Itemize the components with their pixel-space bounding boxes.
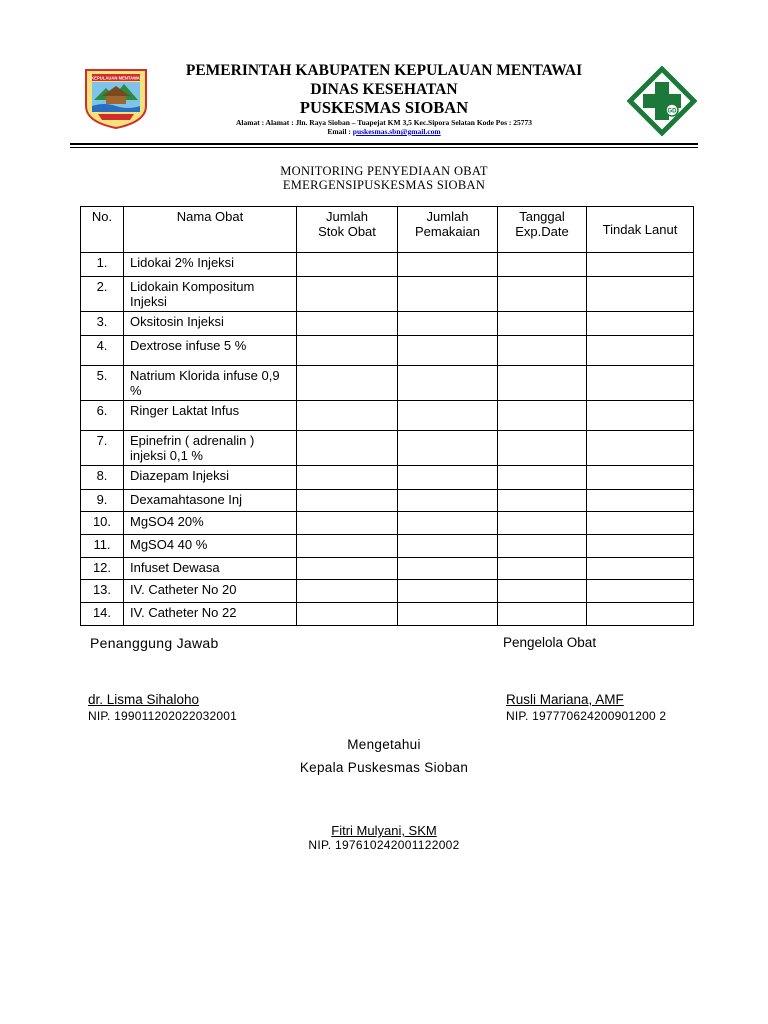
table-row <box>81 512 694 535</box>
signatory-right-name: Rusli Mariana, AMF <box>506 692 624 707</box>
row-nama-obat: Lidokai 2% Injeksi <box>124 253 297 277</box>
row-tanggal-exp <box>498 277 587 312</box>
signatory-left-name: dr. Lisma Sihaloho <box>88 692 200 707</box>
document-title: MONITORING PENYEDIAAN OBAT <box>280 164 488 178</box>
row-no: 5. <box>81 366 124 401</box>
table-row <box>81 490 694 512</box>
row-jumlah-pemakaian <box>398 512 498 535</box>
row-nama-obat: Dextrose infuse 5 % <box>124 336 297 366</box>
row-jumlah-pemakaian <box>398 366 498 401</box>
email-label: Email : <box>327 127 353 136</box>
table-row <box>81 253 694 277</box>
row-tindak-lanjut <box>587 336 694 366</box>
row-jumlah-pemakaian <box>398 535 498 558</box>
row-tanggal-exp <box>498 336 587 366</box>
row-no: 1. <box>81 253 124 277</box>
signatory-left-nip: NIP. 199011202022032001 <box>88 709 237 723</box>
signatory-right-nip: NIP. 197770624200901200 2 <box>506 709 667 723</box>
row-tanggal-exp <box>498 603 587 626</box>
row-jumlah-pemakaian <box>398 312 498 336</box>
svg-text:GD: GD <box>667 108 677 115</box>
row-nama-obat: Natrium Klorida infuse 0,9 % <box>124 366 297 401</box>
row-jumlah-stok <box>297 466 398 490</box>
letterhead-address: Alamat : Alamat : Jln. Raya Sioban – Tuapejat KM 3,5 Kec.Sipora Selatan Kode Pos : 25773 <box>235 118 533 127</box>
table-row <box>81 366 694 401</box>
head-nip: NIP. 197610242001122002 <box>308 838 460 852</box>
table-row <box>81 535 694 558</box>
row-nama-obat: IV. Catheter No 22 <box>124 603 297 626</box>
logo-caption: KEPULAUAN MENTAWAI <box>91 75 141 81</box>
row-jumlah-stok <box>297 431 398 466</box>
row-tindak-lanjut <box>587 512 694 535</box>
table-row <box>81 312 694 336</box>
row-jumlah-stok <box>297 580 398 603</box>
row-no: 9. <box>81 490 124 512</box>
row-nama-obat: Diazepam Injeksi <box>124 466 297 490</box>
row-jumlah-stok <box>297 277 398 312</box>
row-tindak-lanjut <box>587 253 694 277</box>
row-jumlah-pemakaian <box>398 277 498 312</box>
row-nama-obat: MgSO4 20% <box>124 512 297 535</box>
row-tindak-lanjut <box>587 312 694 336</box>
row-jumlah-stok <box>297 336 398 366</box>
row-no: 13. <box>81 580 124 603</box>
row-tanggal-exp <box>498 512 587 535</box>
row-tanggal-exp <box>498 312 587 336</box>
header-jumlah-stok <box>297 207 398 253</box>
row-jumlah-stok <box>297 253 398 277</box>
row-no: 10. <box>81 512 124 535</box>
header-pakai-line2: Pemakaian <box>414 224 481 239</box>
row-nama-obat: Epinefrin ( adrenalin ) injeksi 0,1 % <box>124 431 297 466</box>
row-no: 12. <box>81 558 124 580</box>
row-tindak-lanjut <box>587 490 694 512</box>
row-jumlah-pemakaian <box>398 466 498 490</box>
header-jumlah-pemakaian <box>398 207 498 253</box>
header-pakai-line1: Jumlah <box>426 209 469 224</box>
letterhead-email-line <box>100 127 668 136</box>
signatory-right-role: Pengelola Obat <box>503 635 597 650</box>
header-no: No. <box>81 207 124 253</box>
row-jumlah-stok <box>297 490 398 512</box>
row-tanggal-exp <box>498 401 587 431</box>
table-row <box>81 466 694 490</box>
row-jumlah-pemakaian <box>398 580 498 603</box>
letterhead-divider <box>70 143 698 145</box>
email-link[interactable]: puskesmas.sbn@gmail.com <box>352 127 441 136</box>
header-stok-line1: Jumlah <box>326 209 368 224</box>
row-nama-obat: Dexamahtasone Inj <box>124 490 297 512</box>
row-tindak-lanjut <box>587 580 694 603</box>
medicine-monitoring-table <box>80 206 694 626</box>
header-tindak-lanjut: Tindak Lanut <box>587 207 694 253</box>
row-tanggal-exp <box>498 366 587 401</box>
row-jumlah-stok <box>297 366 398 401</box>
header-exp-line1: Tanggal <box>519 209 565 224</box>
table-row <box>81 558 694 580</box>
row-tindak-lanjut <box>587 277 694 312</box>
row-jumlah-stok <box>297 558 398 580</box>
head-name: Fitri Mulyani, SKM <box>331 823 437 838</box>
row-no: 8. <box>81 466 124 490</box>
row-tanggal-exp <box>498 490 587 512</box>
row-no: 7. <box>81 431 124 466</box>
row-jumlah-pemakaian <box>398 558 498 580</box>
row-nama-obat: Ringer Laktat Infus <box>124 401 297 431</box>
row-jumlah-pemakaian <box>398 253 498 277</box>
row-nama-obat: Oksitosin Injeksi <box>124 312 297 336</box>
header-tanggal-exp <box>498 207 587 253</box>
row-tindak-lanjut <box>587 366 694 401</box>
letterhead-institution: PUSKESMAS SIOBAN <box>299 98 469 117</box>
row-tanggal-exp <box>498 580 587 603</box>
row-jumlah-stok <box>297 512 398 535</box>
row-nama-obat: Lidokain Kompositum Injeksi <box>124 277 297 312</box>
row-jumlah-stok <box>297 312 398 336</box>
row-jumlah-pemakaian <box>398 431 498 466</box>
row-tindak-lanjut <box>587 431 694 466</box>
row-jumlah-stok <box>297 401 398 431</box>
row-tanggal-exp <box>498 253 587 277</box>
row-tindak-lanjut <box>587 401 694 431</box>
row-tanggal-exp <box>498 466 587 490</box>
table-row <box>81 431 694 466</box>
table-row <box>81 336 694 366</box>
row-no: 14. <box>81 603 124 626</box>
row-no: 3. <box>81 312 124 336</box>
row-no: 4. <box>81 336 124 366</box>
row-tindak-lanjut <box>587 558 694 580</box>
letterhead-divider-thin <box>70 147 698 148</box>
row-tanggal-exp <box>498 431 587 466</box>
head-name-line <box>0 823 768 838</box>
row-nama-obat: Infuset Dewasa <box>124 558 297 580</box>
letterhead-department: DINAS KESEHATAN <box>310 81 458 98</box>
row-tindak-lanjut <box>587 466 694 490</box>
row-nama-obat: MgSO4 40 % <box>124 535 297 558</box>
table-row <box>81 401 694 431</box>
row-tindak-lanjut <box>587 535 694 558</box>
row-tanggal-exp <box>498 535 587 558</box>
table-header-row <box>81 207 694 253</box>
table-row <box>81 603 694 626</box>
row-jumlah-pemakaian <box>398 336 498 366</box>
row-jumlah-pemakaian <box>398 401 498 431</box>
row-nama-obat: IV. Catheter No 20 <box>124 580 297 603</box>
row-no: 6. <box>81 401 124 431</box>
header-exp-line2: Exp.Date <box>515 224 569 239</box>
row-tanggal-exp <box>498 558 587 580</box>
acknowledgement-label: Mengetahui <box>347 737 421 752</box>
row-no: 11. <box>81 535 124 558</box>
row-jumlah-stok <box>297 603 398 626</box>
head-role: Kepala Puskesmas Sioban <box>299 760 469 775</box>
document-subtitle: EMERGENSIPUSKESMAS SIOBAN <box>282 178 486 192</box>
row-jumlah-pemakaian <box>398 603 498 626</box>
table-row <box>81 580 694 603</box>
header-stok-line2: Stok Obat <box>318 224 376 239</box>
row-jumlah-pemakaian <box>398 490 498 512</box>
row-jumlah-stok <box>297 535 398 558</box>
letterhead-government: PEMERINTAH KABUPATEN KEPULAUAN MENTAWAI <box>185 62 583 79</box>
row-tindak-lanjut <box>587 603 694 626</box>
table-row <box>81 277 694 312</box>
signatory-left-role: Penanggung Jawab <box>90 635 219 651</box>
row-no: 2. <box>81 277 124 312</box>
header-nama-obat: Nama Obat <box>124 207 297 253</box>
